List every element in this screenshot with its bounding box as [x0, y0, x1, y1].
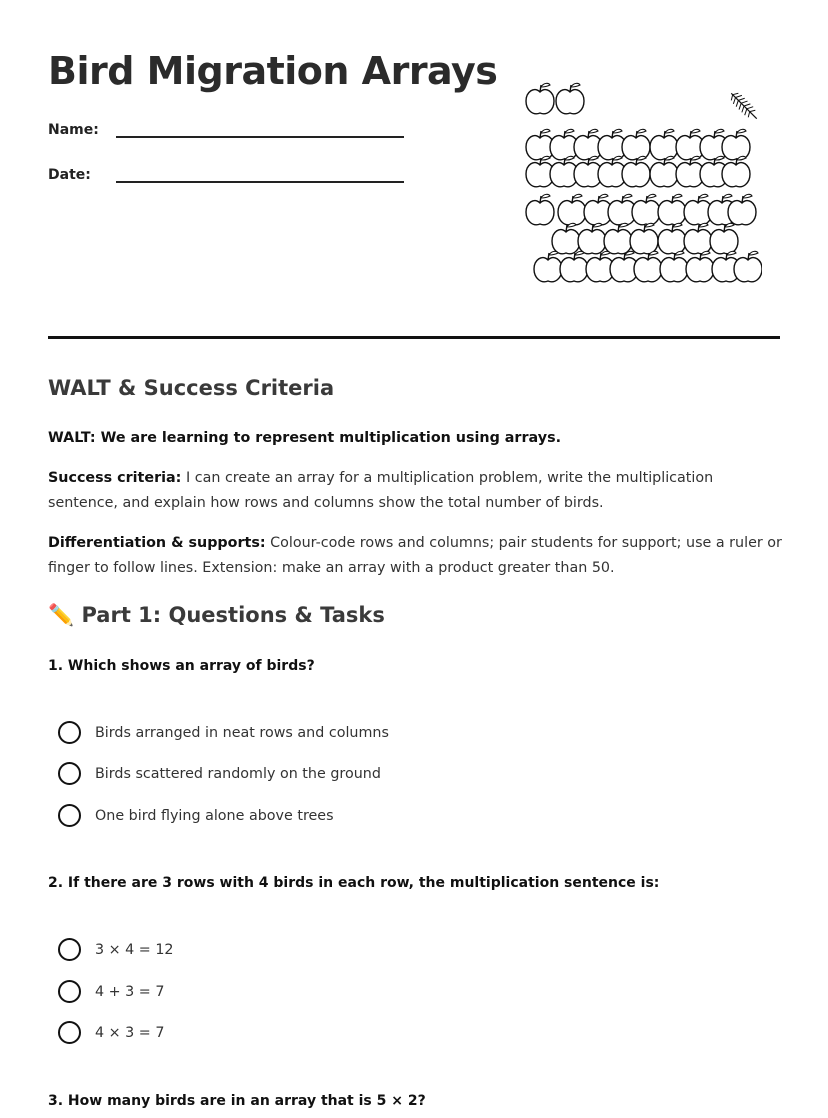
walt-heading: WALT & Success Criteria: [48, 376, 335, 400]
date-label: Date:: [48, 167, 91, 183]
option-label: 3 × 4 = 12: [95, 941, 174, 958]
apple-icon: [558, 194, 586, 224]
header-divider: [48, 336, 780, 339]
radio-button[interactable]: [58, 804, 81, 827]
apple-icon: [560, 251, 588, 281]
date-field: [48, 163, 404, 183]
option-label: Birds arranged in neat rows and columns: [95, 724, 389, 741]
apple-icon: [526, 83, 554, 113]
walt-text: WALT: We are learning to represent multiplication using arrays.: [48, 430, 562, 446]
apple-icon: [658, 194, 686, 224]
walt-statement: [48, 426, 784, 451]
part1-heading: [48, 603, 385, 628]
success-text: I can create an array for a multiplication problem, write the multiplication sentence, and explain how rows and columns show the total number of birds.: [48, 470, 714, 511]
question-2: 2. If there are 3 rows with 4 birds in each row, the multiplication sentence is:: [48, 875, 660, 891]
option-label: Birds scattered randomly on the ground: [95, 765, 381, 782]
apple-icon: [658, 223, 686, 253]
worksheet-title: Bird Migration Arrays: [48, 49, 498, 93]
diff-text: Colour-code rows and columns; pair students for support; use a ruler or finger to follow lines. Extension: make an array with a product greater than 50.: [48, 535, 782, 576]
name-field: [48, 118, 404, 138]
q2-option-c[interactable]: [58, 1021, 164, 1044]
radio-button[interactable]: [58, 980, 81, 1003]
apple-icon: [622, 156, 650, 186]
name-label: Name:: [48, 122, 99, 138]
apple-icon: [728, 194, 756, 224]
part1-heading-text: Part 1: Questions & Tasks: [81, 603, 385, 627]
leaf-icon: [727, 89, 761, 123]
apple-icon: [630, 223, 658, 253]
option-label: One bird flying alone above trees: [95, 807, 334, 824]
radio-button[interactable]: [58, 762, 81, 785]
success-lead: Success criteria:: [48, 470, 182, 486]
apple-icon: [604, 223, 632, 253]
apple-icon: [650, 129, 678, 159]
apple-icon: [684, 223, 712, 253]
apple-icon: [578, 223, 606, 253]
name-line: [116, 118, 404, 138]
apple-icon: [660, 251, 688, 281]
apple-icon: [632, 194, 660, 224]
radio-button[interactable]: [58, 1021, 81, 1044]
apple-array-illustration: [522, 78, 762, 288]
radio-button[interactable]: [58, 721, 81, 744]
apple-icon: [634, 251, 662, 281]
apple-icon: [526, 194, 554, 224]
apple-icon: [552, 223, 580, 253]
q2-option-b[interactable]: [58, 980, 164, 1003]
radio-button[interactable]: [58, 938, 81, 961]
apple-icon: [710, 223, 738, 253]
question-3: 3. How many birds are in an array that is 5 × 2?: [48, 1093, 426, 1109]
q1-option-b[interactable]: [58, 762, 381, 785]
pencil-icon: ✏️: [48, 603, 75, 627]
differentiation: [48, 531, 784, 581]
option-label: 4 + 3 = 7: [95, 983, 165, 1000]
option-label: 4 × 3 = 7: [95, 1024, 165, 1041]
date-line: [116, 163, 404, 183]
apple-grid: [526, 83, 762, 281]
apple-icon: [722, 129, 750, 159]
apple-icon: [686, 251, 714, 281]
q2-option-a[interactable]: [58, 938, 174, 961]
diff-lead: Differentiation & supports:: [48, 535, 266, 551]
apple-icon: [556, 83, 584, 113]
apple-icon: [734, 251, 762, 281]
q1-option-a[interactable]: [58, 721, 389, 744]
apple-icon: [534, 251, 562, 281]
apple-icon: [622, 129, 650, 159]
question-1: 1. Which shows an array of birds?: [48, 658, 315, 674]
apple-icon: [722, 156, 750, 186]
q1-option-c[interactable]: [58, 804, 334, 827]
apple-icon: [650, 156, 678, 186]
success-criteria: [48, 466, 784, 516]
